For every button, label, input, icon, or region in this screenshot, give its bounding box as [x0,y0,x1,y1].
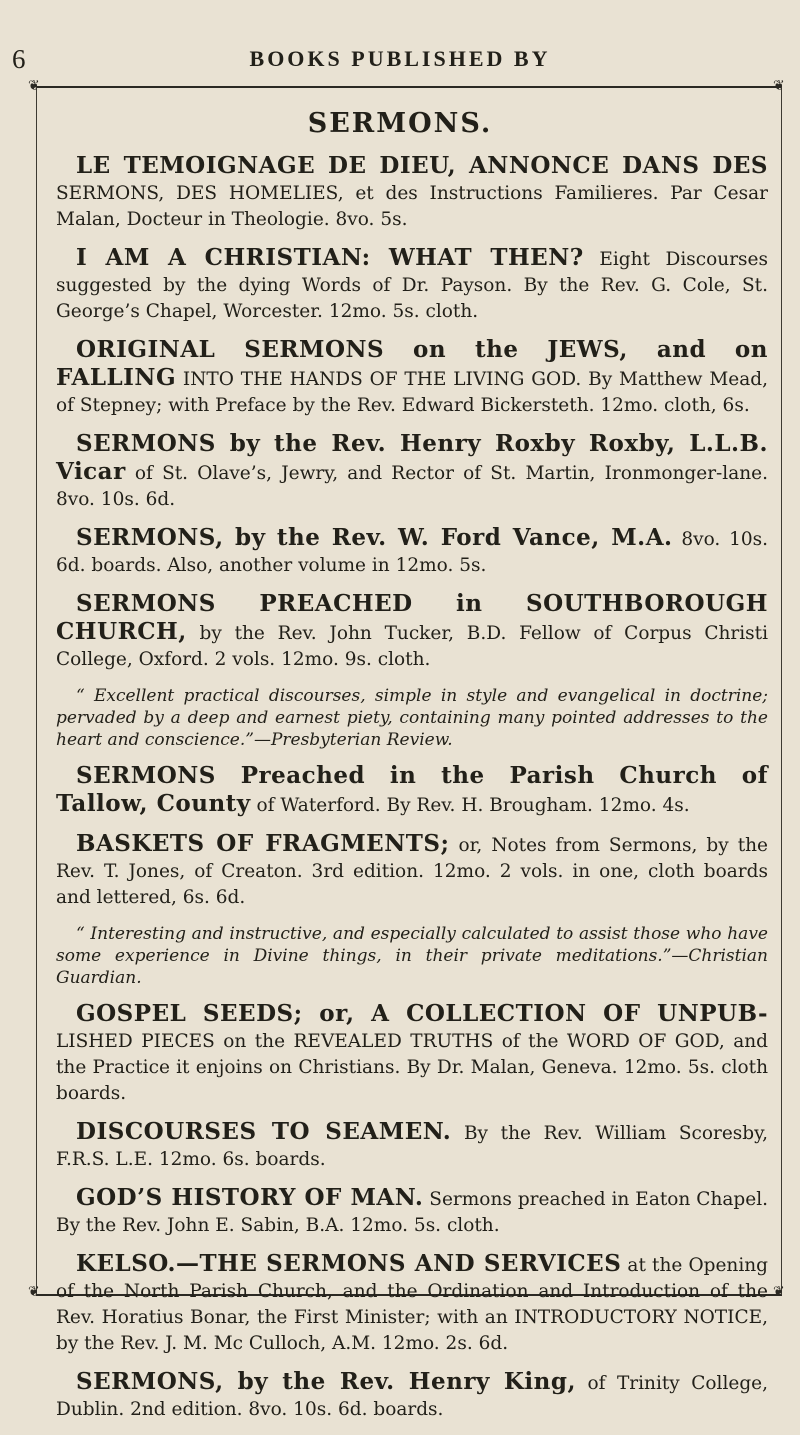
entry-details: of Trinity College, Dublin. 2nd edition. 8vo. 10s. 6d. boards. [56,1373,768,1420]
entry-title: SERMONS, by the Rev. Henry King, [76,1368,576,1395]
section-title: SERMONS. [307,108,493,139]
page-number: 6 [12,44,26,74]
book-entry [56,245,768,325]
corner-ornament-icon: ❦ [28,78,40,94]
book-entry [56,153,768,233]
running-head: BOOKS PUBLISHED BY [249,46,551,71]
entry-title: GOD’S HISTORY OF MAN. [76,1184,424,1211]
entry-details: SERMONS, DES HOMELIES, et des Instructions Familieres. Par Cesar Malan, Docteur in Theologie. 8vo. 5s. [56,183,768,230]
entry-details: or, Notes from Sermons, by the Rev. T. Jones, of Creaton. 3rd edition. 12mo. 2 vols. in one, cloth boards and lettered, 6s. 6d. [56,835,768,908]
book-entry [56,525,768,579]
book-entry [56,763,768,819]
entry-title: ORIGINAL SERMONS on the JEWS, and on FALLING [56,336,768,391]
entry-details: By the Rev. William Scoresby, F.R.S. L.E. 12mo. 6s. boards. [56,1123,768,1170]
entry-details: 8vo. 10s. 6d. boards. Also, another volume in 12mo. 5s. [56,529,768,576]
review-quote: “ Interesting and instructive, and especially calculated to assist those who have some experience in Divine things, in their private meditations.”—Christian Guardian. [56,924,768,988]
corner-ornament-icon: ❦ [773,78,785,94]
book-entry [56,1369,768,1423]
entry-title: BASKETS OF FRAGMENTS; [76,830,450,857]
entry-details: LISHED PIECES on the REVEALED TRUTHS of the WORD OF GOD, and the Practice it enjoins on Christians. By Dr. Malan, Geneva. 12mo. 5s. cloth boards. [56,1031,768,1104]
entry-title: SERMONS Preached in the Parish Church of Tallow, County [56,762,768,817]
entry-details: INTO THE HANDS OF THE LIVING GOD. By Matthew Mead, of Stepney; with Preface by the Rev. Edward Bickersteth. 12mo. cloth, 6s. [56,369,768,416]
entry-details: by the Rev. John Tucker, B.D. Fellow of Corpus Christi College, Oxford. 2 vols. 12mo. 9s. cloth. [56,623,768,670]
entry-title: SERMONS, by the Rev. W. Ford Vance, M.A. [76,524,673,551]
corner-ornament-icon: ❦ [773,1284,785,1300]
entry-details: of St. Olave’s, Jewry, and Rector of St. Martin, Ironmonger-lane. 8vo. 10s. 6d. [56,463,768,510]
book-entry [56,431,768,513]
book-entry [56,1001,768,1107]
book-entry [56,1185,768,1239]
entry-title: SERMONS by the Rev. Henry Roxby Roxby, L.L.B. Vicar [56,430,768,485]
entry-details: Eight Discourses suggested by the dying Words of Dr. Payson. By the Rev. G. Cole, St. George’s Chapel, Worcester. 12mo. 5s. cloth. [56,249,768,322]
entry-details: at the Opening of the North Parish Church, and the Ordination and Introduction of the Rev. Horatius Bonar, the First Minister; with an INTRODUCTORY NOTICE, by the Rev. J. M. Mc Culloch, A.M. 12mo. 2s. 6d. [56,1255,768,1354]
review-quote: “ Excellent practical discourses, simple in style and evangelical in doctrine; pervaded by a deep and earnest piety, containing many pointed addresses to the heart and conscience.”—Presbyterian Review. [56,686,768,750]
entry-details: Sermons preached in Eaton Chapel. By the Rev. John E. Sabin, B.A. 12mo. 5s. cloth. [56,1189,768,1236]
book-list [56,153,768,1435]
book-entry [56,831,768,911]
entry-title: LE TEMOIGNAGE DE DIEU, ANNONCE DANS DES [76,152,768,179]
entry-title: KELSO.—THE SERMONS AND SERVICES [76,1250,622,1277]
corner-ornament-icon: ❦ [28,1284,40,1300]
entry-title: I AM A CHRISTIAN: WHAT THEN? [76,244,584,271]
book-entry [56,1251,768,1357]
book-entry [56,591,768,673]
entry-details: of Waterford. By Rev. H. Brougham. 12mo. 4s. [250,795,690,816]
entry-title: SERMONS PREACHED in SOUTHBOROUGH CHURCH, [56,590,768,645]
entry-title: GOSPEL SEEDS; or, A COLLECTION OF UNPUB- [76,1000,768,1027]
book-entry [56,337,768,419]
entry-title: DISCOURSES TO SEAMEN. [76,1118,452,1145]
book-entry [56,1119,768,1173]
